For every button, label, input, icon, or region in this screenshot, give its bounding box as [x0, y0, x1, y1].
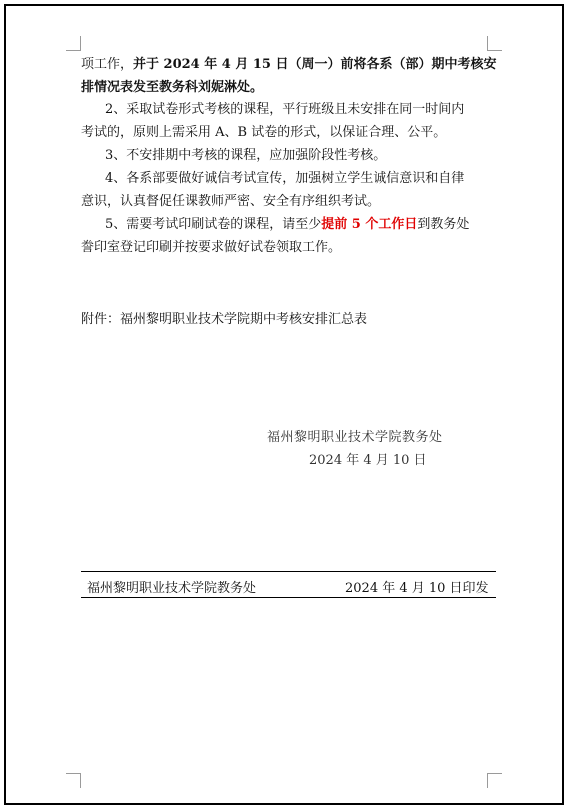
paragraph-1-line-1	[81, 56, 496, 74]
paragraph-5-highlight: 提前 5 个工作日	[321, 217, 418, 232]
paragraph-5-text-b: 到教务处	[417, 217, 470, 232]
paragraph-1-normal-text: 项工作，	[81, 57, 134, 72]
paragraph-5-line-1	[105, 216, 496, 234]
paragraph-4-line-2: 意识，认真督促任课教师严密、安全有序组织考试。	[81, 194, 381, 209]
signature-org: 福州黎明职业技术学院教务处	[267, 430, 443, 445]
paragraph-5-line-2: 誊印室登记印刷并按要求做好试卷领取工作。	[81, 240, 342, 255]
crop-mark-top-left	[66, 36, 81, 51]
crop-mark-bottom-left	[66, 773, 81, 788]
paragraph-3-line-1: 3、不安排期中考核的课程，应加强阶段性考核。	[105, 148, 387, 163]
paragraph-1-line-2: 排情况表发至教务科刘妮淋处。	[81, 80, 264, 95]
attachment-note: 附件：福州黎明职业技术学院期中考核安排汇总表	[81, 312, 368, 327]
paragraph-2-line-2: 考试的，原则上需采用 A、B 试卷的形式，以保证合理、公平。	[81, 125, 447, 140]
issuance-footer	[81, 571, 496, 598]
paragraph-5-text-a: 5、需要考试印刷试卷的课程，请至少	[105, 217, 322, 232]
paragraph-2-line-1: 2、采取试卷形式考核的课程，平行班级且未安排在同一时间内	[105, 102, 465, 117]
crop-mark-top-right	[487, 36, 502, 51]
footer-issued-date: 2024 年 4 月 10 日印发	[345, 581, 489, 596]
footer-org: 福州黎明职业技术学院教务处	[87, 581, 257, 596]
signature-date: 2024 年 4 月 10 日	[309, 453, 427, 468]
paragraph-4-line-1: 4、各系部要做好诚信考试宣传，加强树立学生诚信意识和自律	[105, 171, 465, 186]
crop-mark-bottom-right	[487, 773, 502, 788]
paragraph-1-bold-text: 并于 2024 年 4 月 15 日（周一）前将各系（部）期中考核安	[133, 57, 497, 72]
